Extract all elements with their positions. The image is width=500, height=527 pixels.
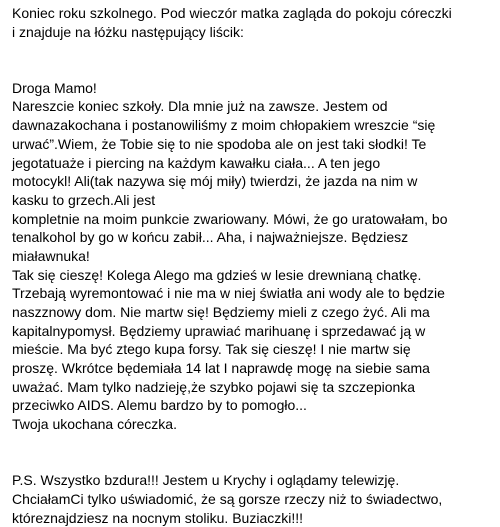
letter-line: dawnazakochana i postanowiliśmy z moim chłopakiem wreszcie “się bbox=[12, 117, 436, 134]
intro-line: Koniec roku szkolnego. Pod wieczór matka zagląda do pokoju córeczki bbox=[12, 5, 452, 21]
letter-line: kompletnie na moim punkcie zwariowany. Mówi, że go uratowałam, bo bbox=[12, 210, 448, 227]
letter-line: Trzebają wyremontować i nie ma w niej światła ani wody ale to będzie bbox=[12, 285, 445, 302]
postscript-line: któreznajdziesz na nocnym stoliku. Buziaczki!!! bbox=[12, 509, 304, 526]
letter-line: urwać”.Wiem, że Tobie się to nie spodoba ale on jest taki słodki! Te bbox=[12, 135, 427, 152]
letter-line: kapitalnypomysł. Będziemy uprawiać marihuanę i sprzedawać ją w bbox=[12, 322, 426, 339]
document-text bbox=[12, 4, 496, 527]
letter-line: mieście. Ma być ztego kupa forsy. Tak się cieszę! I nie martw się bbox=[12, 341, 411, 358]
blank-line bbox=[12, 41, 496, 60]
letter-greeting: Droga Mamo! bbox=[12, 79, 97, 96]
letter-line: kasku to grzech.Ali jest bbox=[12, 191, 156, 208]
postscript-line: P.S. Wszystko bzdura!!! Jestem u Krychy i oglądamy telewizję. bbox=[12, 472, 400, 489]
letter-signature: Twoja ukochana córeczka. bbox=[12, 416, 177, 433]
letter-line: przeciwko AIDS. Alemu bardzo by to pomogło... bbox=[12, 397, 307, 414]
blank-line bbox=[12, 434, 496, 453]
postscript-line: ChciałamCi tylko uświadomić, że są gorsze rzeczy niż to świadectwo, bbox=[12, 490, 443, 507]
blank-line bbox=[12, 453, 496, 472]
letter-line: uważać. Mam tylko nadzieję,że szybko pojawi się ta szczepionka bbox=[12, 378, 416, 395]
letter-line: motocykl! Ali(tak nazywa się mój miły) twierdzi, że jazda na nim w bbox=[12, 173, 418, 190]
letter-line: Nareszcie koniec szkoły. Dla mnie już na zawsze. Jestem od bbox=[12, 98, 388, 115]
letter-line: tenalkohol by go w końcu zabił... Aha, i najważniejsze. Będziesz bbox=[12, 229, 409, 246]
letter-line: naszznowy dom. Nie martw się! Będziemy mieli z czego żyć. Ali ma bbox=[12, 304, 430, 320]
blank-line bbox=[12, 60, 496, 79]
letter-line: Tak się cieszę! Kolega Alego ma gdzieś w lesie drewnianą chatkę. bbox=[12, 266, 422, 283]
intro-line: i znajduje na łóżku następujący liścik: bbox=[12, 23, 244, 40]
letter-line: jegotatuaże i piercing na każdym kawałku ciała... A ten jego bbox=[12, 154, 381, 171]
letter-line: proszę. Wkrótce będemiała 14 lat I naprawdę mogę na siebie sama bbox=[12, 360, 430, 377]
letter-line: miaławnuka! bbox=[12, 247, 90, 264]
